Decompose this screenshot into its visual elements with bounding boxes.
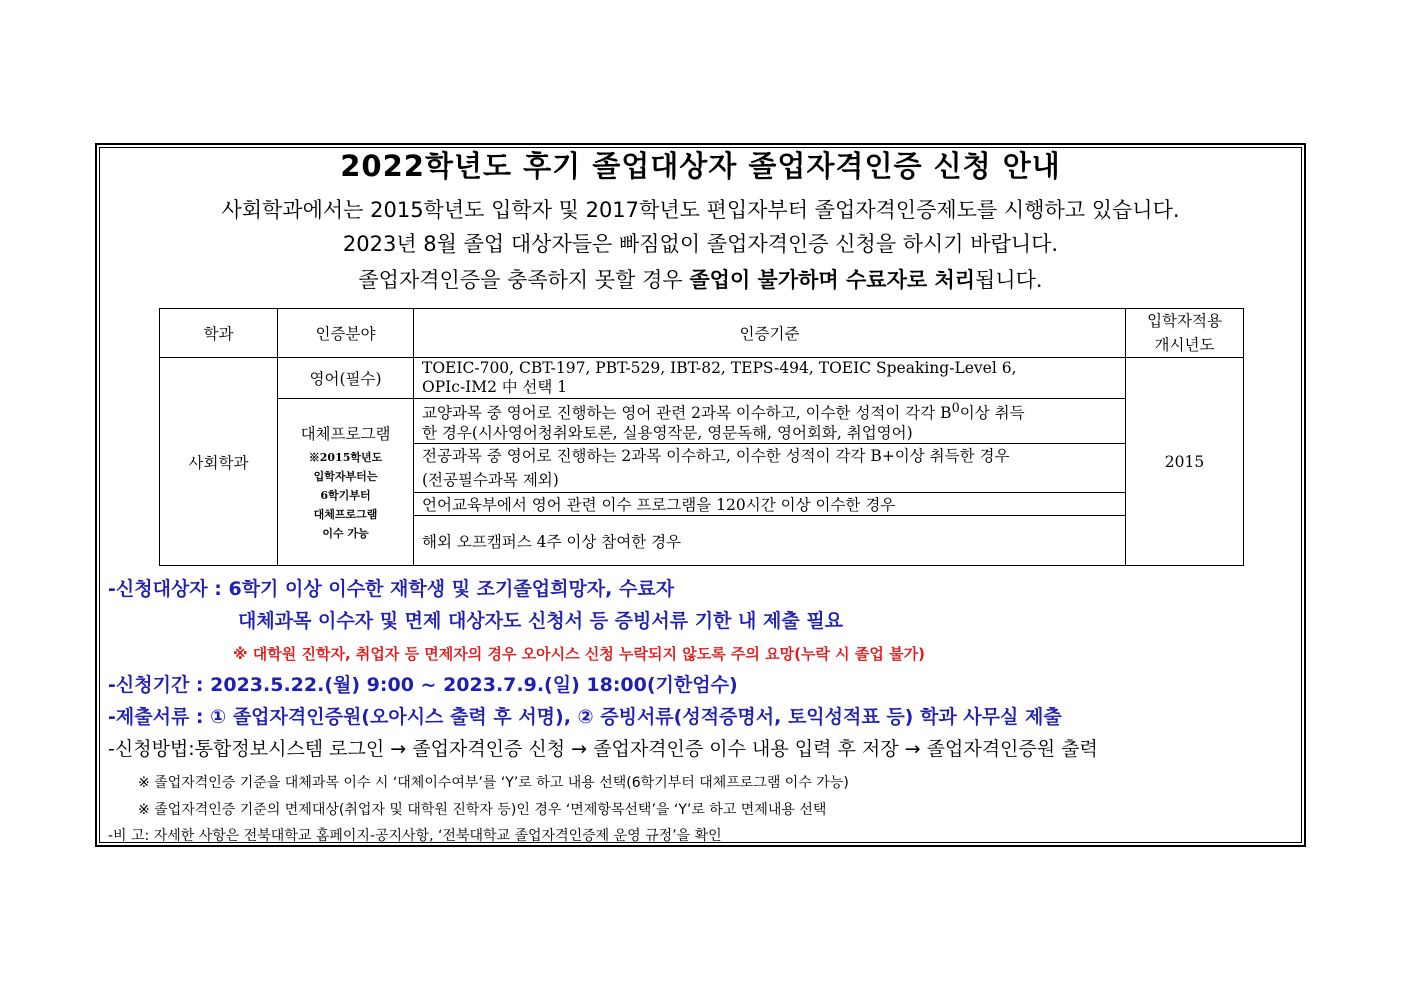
english-criteria — [414, 358, 1126, 399]
notice-box — [99, 147, 1302, 843]
documents-line: -제출서류 : ① 졸업자격인증원(오아시스 출력 후 서명), ② 증빙서류(성적증명서, 토익성적표 등) 학과 사무실 제출 — [108, 706, 1062, 728]
method-line: -신청방법:통합정보시스템 로그인 → 졸업자격인증 신청 → 졸업자격인증 이수 내용 입력 후 저장 → 졸업자격인증원 출력 — [108, 738, 1098, 760]
alt-criteria-1a: 교양과목 중 영어로 진행하는 영어 관련 2과목 이수하고, 이수한 성적이 각각 B — [422, 404, 952, 423]
field-alt-note-2: 입학자부터는 — [313, 469, 378, 483]
field-alt-note — [286, 448, 405, 543]
english-criteria-line-2: OPIc-IM2 中 선택 1 — [422, 378, 568, 396]
alt-criteria-3: 언어교육부에서 영어 관련 이수 프로그램을 120시간 이상 이수한 경우 — [414, 493, 1126, 516]
intro-line-3-emphasis: 졸업이 불가하며 수료자로 처리 — [689, 268, 976, 292]
header-dept: 학과 — [160, 309, 278, 358]
header-year — [1126, 309, 1244, 358]
criteria-table — [159, 308, 1244, 566]
method-note-1: ※ 졸업자격인증 기준을 대체과목 이수 시 ‘대체이수여부’를 ‘Y’로 하고 내용 선택(6학기부터 대체프로그램 이수 가능) — [138, 775, 849, 791]
alt-criteria-1 — [414, 399, 1126, 444]
field-alt-label: 대체프로그램 — [300, 424, 391, 443]
intro-line-3-start: 졸업자격인증을 충족하지 못할 경우 — [358, 268, 690, 292]
alt-criteria-2b: (전공필수과목 제외) — [422, 471, 559, 490]
period-line: -신청기간 : 2023.5.22.(월) 9:00 ~ 2023.7.9.(일) 18:00(기한엄수) — [108, 674, 738, 696]
field-alt — [278, 399, 414, 566]
alt-criteria-1sup: 0 — [951, 401, 960, 416]
alt-criteria-2 — [414, 444, 1126, 493]
field-alt-note-3: 6학기부터 — [320, 488, 371, 502]
target-line-2: 대체과목 이수자 및 면제 대상자도 신청서 등 증빙서류 기한 내 제출 필요 — [238, 610, 844, 632]
page-title: 2022학년도 후기 졸업대상자 졸업자격인증 신청 안내 — [340, 149, 1061, 183]
header-year-line-2: 개시년도 — [1154, 336, 1215, 354]
intro-line-3 — [100, 266, 1301, 294]
field-alt-note-1: ※2015학년도 — [308, 450, 383, 464]
field-english: 영어(필수) — [278, 358, 414, 399]
alt-criteria-1c: 한 경우(시사영어청취와토론, 실용영작문, 영문독해, 영어회화, 취업영어) — [422, 424, 913, 443]
intro-line-1: 사회학과에서는 2015학년도 입학자 및 2017학년도 편입자부터 졸업자격인증제도를 시행하고 있습니다. — [221, 198, 1180, 222]
intro-line-3-end: 됩니다. — [975, 268, 1043, 292]
alt-criteria-1b: 이상 취득 — [959, 404, 1025, 423]
target-line-1: -신청대상자 : 6학기 이상 이수한 재학생 및 조기졸업희망자, 수료자 — [108, 578, 675, 600]
remark-line: -비 고: 자세한 사항은 전북대학교 홈페이지-공지사항, ‘전북대학교 졸업자격인증제 운영 규정’을 확인 — [108, 828, 722, 843]
header-field: 인증분야 — [278, 309, 414, 358]
intro-line-2: 2023년 8월 졸업 대상자들은 빠짐없이 졸업자격인증 신청을 하시기 바랍니다. — [342, 232, 1059, 256]
method-note-2: ※ 졸업자격인증 기준의 면제대상(취업자 및 대학원 진학자 등)인 경우 ‘면제항목선택’을 ‘Y’로 하고 면제내용 선택 — [138, 802, 827, 818]
field-alt-note-4: 대체프로그램 — [313, 507, 378, 521]
alt-criteria-2a: 전공과목 중 영어로 진행하는 2과목 이수하고, 이수한 성적이 각각 B+이상 취득한 경우 — [422, 447, 1010, 466]
header-year-line-1: 입학자적용 — [1147, 312, 1222, 330]
year-cell: 2015 — [1126, 358, 1244, 566]
english-criteria-line-1: TOEIC-700, CBT-197, PBT-529, IBT-82, TEPS-494, TOEIC Speaking-Level 6, — [422, 359, 1017, 377]
dept-cell: 사회학과 — [160, 358, 278, 566]
alt-criteria-4: 해외 오프캠퍼스 4주 이상 참여한 경우 — [414, 516, 1126, 566]
header-criteria: 인증기준 — [414, 309, 1126, 358]
warning-note: ※ 대학원 진학자, 취업자 등 면제자의 경우 오아시스 신청 누락되지 않도록 주의 요망(누락 시 졸업 불가) — [233, 645, 925, 663]
field-alt-note-5: 이수 가능 — [322, 526, 369, 540]
